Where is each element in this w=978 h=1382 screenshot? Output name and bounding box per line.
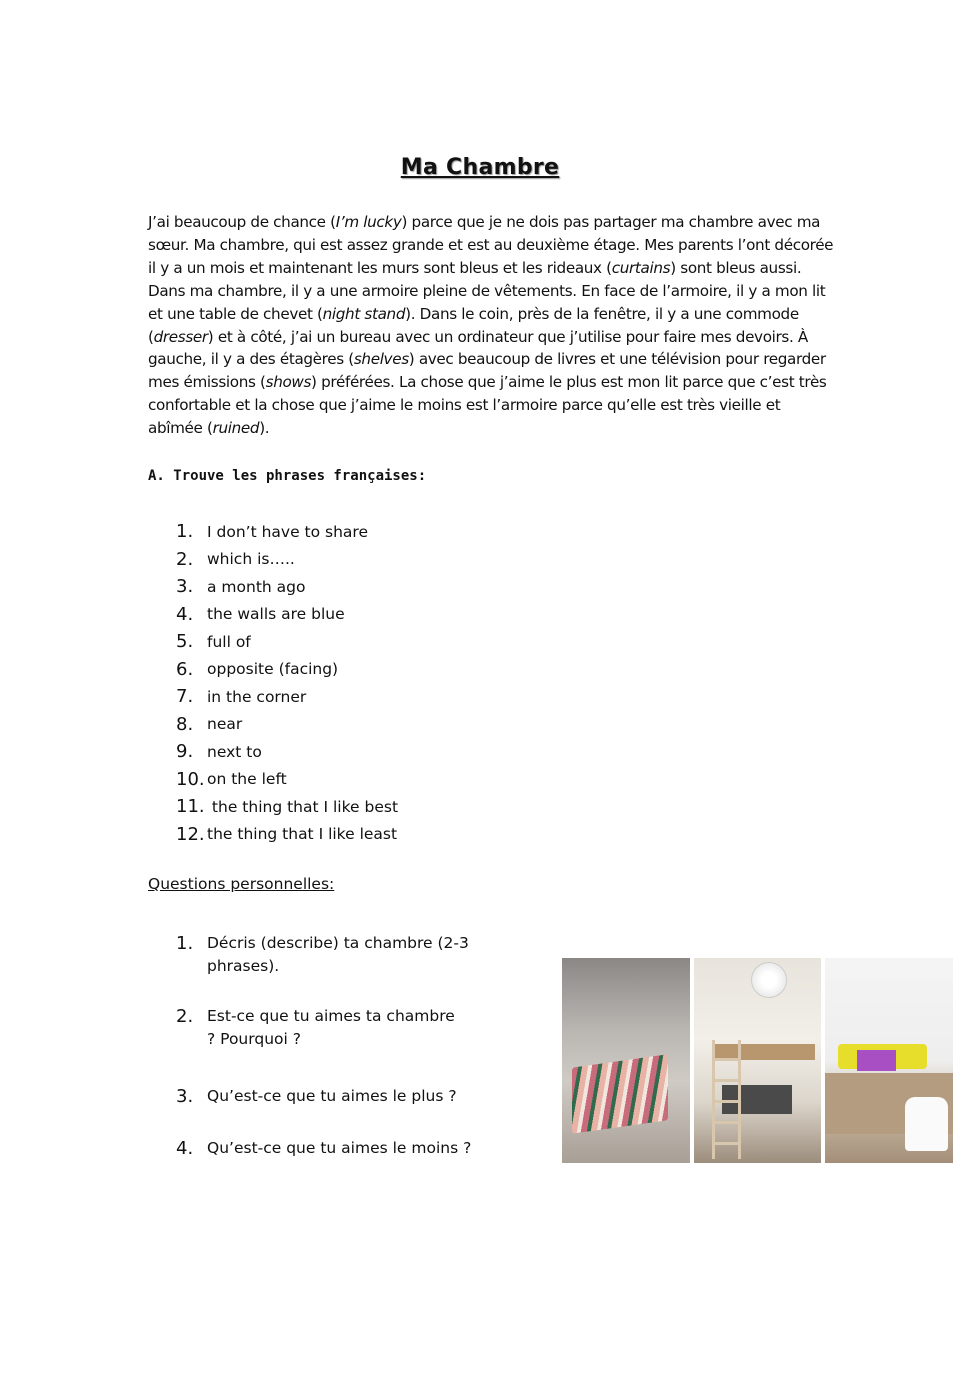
english-gloss: ruined — [212, 419, 260, 438]
list-item — [176, 601, 398, 629]
item-text: on the left — [207, 770, 287, 789]
list-item — [176, 628, 398, 656]
question-number: 3. — [176, 1086, 194, 1107]
bedroom-photos — [562, 958, 953, 1163]
photo-platform-bed — [825, 958, 953, 1163]
item-text: full of — [207, 632, 251, 651]
list-item — [176, 683, 398, 711]
paragraph-text: ) parce que je ne dois pas partager ma chambre avec ma sœur. Ma chambre, qui est assez grande et est au deuxième étage. Mes parents l’ont décorée il y a un mois et maintenant les murs sont bleus et les rideaux ( — [148, 213, 834, 277]
list-item — [176, 573, 398, 601]
question-text: Qu’est-ce que tu aimes le plus ? — [207, 1087, 457, 1105]
list-item — [176, 656, 398, 684]
paragraph-text: ). Dans le coin, près de la fenêtre, il y a une commode ( — [148, 304, 799, 346]
paragraph-text: ). — [259, 419, 270, 438]
item-text: next to — [207, 742, 262, 761]
section-a-heading: A. Trouve les phrases françaises: — [148, 468, 427, 484]
item-number: 11. — [176, 796, 205, 818]
question-item — [176, 1005, 486, 1085]
question-number: 2. — [176, 1006, 194, 1027]
item-number: 6. — [176, 658, 194, 680]
item-number: 8. — [176, 713, 194, 735]
item-number: 9. — [176, 741, 194, 763]
item-text: a month ago — [207, 577, 306, 596]
item-text: near — [207, 715, 243, 734]
list-item — [176, 766, 398, 794]
english-gloss: shows — [265, 373, 312, 392]
item-text: the thing that I like best — [207, 797, 399, 816]
paragraph-text: ) avec beaucoup de livres et une télévision pour regarder mes émissions ( — [148, 350, 826, 392]
questions-heading: Questions personnelles: — [148, 875, 335, 893]
item-number: 7. — [176, 686, 194, 708]
questions-list — [176, 932, 486, 1167]
vocabulary-list — [176, 518, 398, 848]
list-item — [176, 546, 398, 574]
item-number: 1. — [176, 521, 194, 543]
bed-illustration — [572, 1054, 668, 1133]
item-text: opposite (facing) — [207, 660, 339, 679]
list-item — [176, 711, 398, 739]
item-number: 2. — [176, 548, 194, 570]
item-number: 3. — [176, 576, 194, 598]
chair-illustration — [905, 1097, 948, 1150]
list-item — [176, 518, 398, 546]
list-item — [176, 793, 398, 821]
item-text: in the corner — [207, 687, 307, 706]
english-gloss: night stand — [322, 304, 406, 323]
english-gloss: shelves — [353, 350, 409, 369]
paragraph-text: ) et à côté, j’ai un bureau avec un ordinateur que j’utilise pour faire mes devoirs. À gauche, il y a des étagères ( — [148, 327, 808, 369]
item-text: which is….. — [207, 550, 295, 569]
intro-paragraph — [148, 211, 838, 440]
ladder-illustration — [712, 1040, 741, 1159]
item-number: 12. — [176, 823, 205, 845]
item-text: I don’t have to share — [207, 522, 368, 541]
paragraph-text: ) sont bleus aussi. Dans ma chambre, il y a une armoire pleine de vêtements. En face de l’armoire, il y a mon lit et une table de chevet ( — [148, 258, 826, 323]
item-text: the thing that I like least — [207, 825, 398, 844]
question-text: Est-ce que tu aimes ta chambre ? Pourquoi ? — [207, 1007, 455, 1048]
item-number: 5. — [176, 631, 194, 653]
question-number: 4. — [176, 1138, 194, 1159]
paragraph-text: ) préférées. La chose que j’aime le plus est mon lit parce que c’est très confortable et la chose que j’aime le moins est l’armoire parce qu’elle est très vieille et abîmée ( — [148, 373, 827, 438]
item-text: the walls are blue — [207, 605, 345, 624]
question-number: 1. — [176, 933, 194, 954]
question-text: Décris (describe) ta chambre (2-3 phrases). — [207, 934, 469, 975]
question-text: Qu’est-ce que tu aimes le moins ? — [207, 1139, 472, 1157]
pendant-lamp-illustration — [751, 962, 787, 998]
english-gloss: I’m lucky — [335, 213, 402, 231]
question-item — [176, 1085, 486, 1137]
english-gloss: curtains — [611, 258, 671, 277]
item-number: 4. — [176, 603, 194, 625]
photo-loft-bed — [694, 958, 822, 1163]
paragraph-text: J’ai beaucoup de chance ( — [148, 213, 336, 231]
page-title: Ma Chambre — [400, 155, 560, 180]
english-gloss: dresser — [153, 327, 208, 346]
list-item — [176, 738, 398, 766]
item-number: 10. — [176, 768, 205, 790]
question-item — [176, 1137, 486, 1167]
blanket-illustration — [857, 1050, 895, 1071]
photo-striped-bed — [562, 958, 690, 1163]
list-item — [176, 821, 398, 849]
question-item — [176, 932, 486, 1005]
